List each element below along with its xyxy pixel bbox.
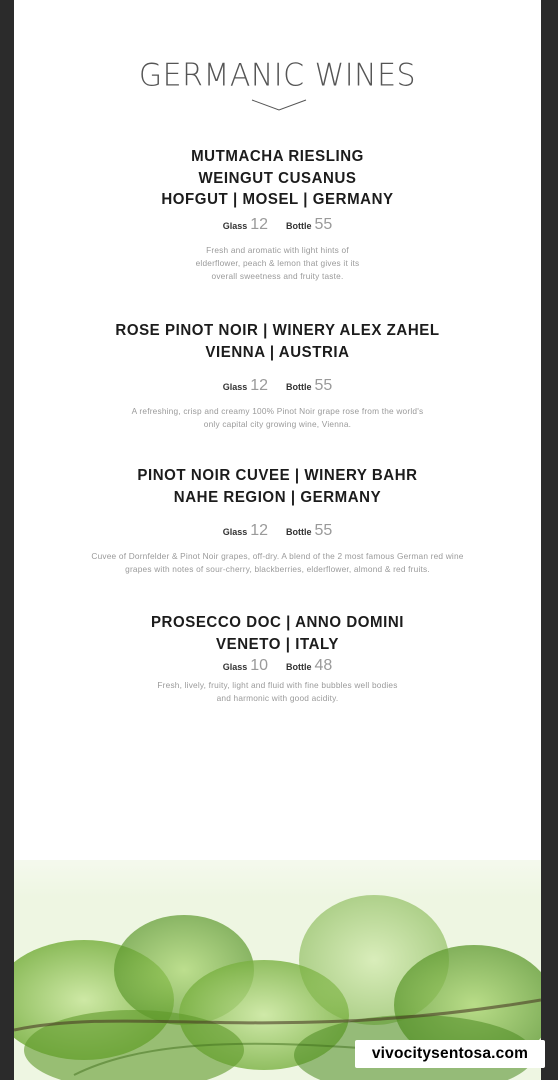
bottle-label: Bottle [286,382,312,392]
glass-price: 12 [250,522,269,539]
wine-name: ROSE PINOT NOIR | WINERY ALEX ZAHEL VIENNA | AUSTRIA [115,322,440,361]
wine-description: Fresh and aromatic with light hints of elderflower, peach & lemon that gives it its overall sweetness and fruity taste. [195,244,360,281]
glass-label: Glass [222,662,248,672]
glass-price: 12 [250,377,269,394]
wine-prices [14,657,541,675]
wine-item [14,612,541,705]
chevron-down-icon [251,99,307,111]
bottle-label: Bottle [286,527,312,537]
glass-label: Glass [222,220,248,231]
wine-description: A refreshing, crisp and creamy 100% Pinot Noir grape rose from the world's only capital city growing wine, Vienna. [131,406,424,429]
glass-label: Glass [222,527,248,537]
wine-item [14,146,541,283]
wine-name: PINOT NOIR CUVEE | WINERY BAHR NAHE REGION | GERMANY [137,467,418,506]
bottle-price: 55 [314,522,333,539]
wine-item [14,320,541,431]
wine-prices [14,377,541,395]
wine-name: PROSECCO DOC | ANNO DOMINI VENETO | ITALY [150,614,405,653]
wine-name: MUTMACHA RIESLING WEINGUT CUSANUS HOFGUT | MOSEL | GERMANY [161,148,394,208]
menu-page [14,0,541,1080]
bottle-price: 55 [314,215,333,233]
wine-item [14,465,541,576]
bottle-label: Bottle [286,662,312,672]
glass-price: 12 [250,215,269,233]
vine-leaves-image [14,800,541,1080]
menu-title: GERMANIC WINES [138,57,417,94]
bottle-price: 55 [314,377,333,394]
wine-prices [14,522,541,540]
glass-label: Glass [222,382,248,392]
bottle-price: 48 [314,657,333,674]
bottle-label: Bottle [286,220,312,231]
watermark-link[interactable]: vivocitysentosa.com [355,1040,545,1068]
wine-description: Fresh, lively, fruity, light and fluid with fine bubbles well bodies and harmonic with good acidity. [157,680,398,703]
wine-description: Cuvee of Dornfelder & Pinot Noir grapes, off-dry. A blend of the 2 most famous German red wine grapes with notes of sour-cherry, blackberries, elderflower, almond & red fruits. [91,551,464,574]
glass-price: 10 [250,657,269,674]
wine-prices [14,216,541,234]
